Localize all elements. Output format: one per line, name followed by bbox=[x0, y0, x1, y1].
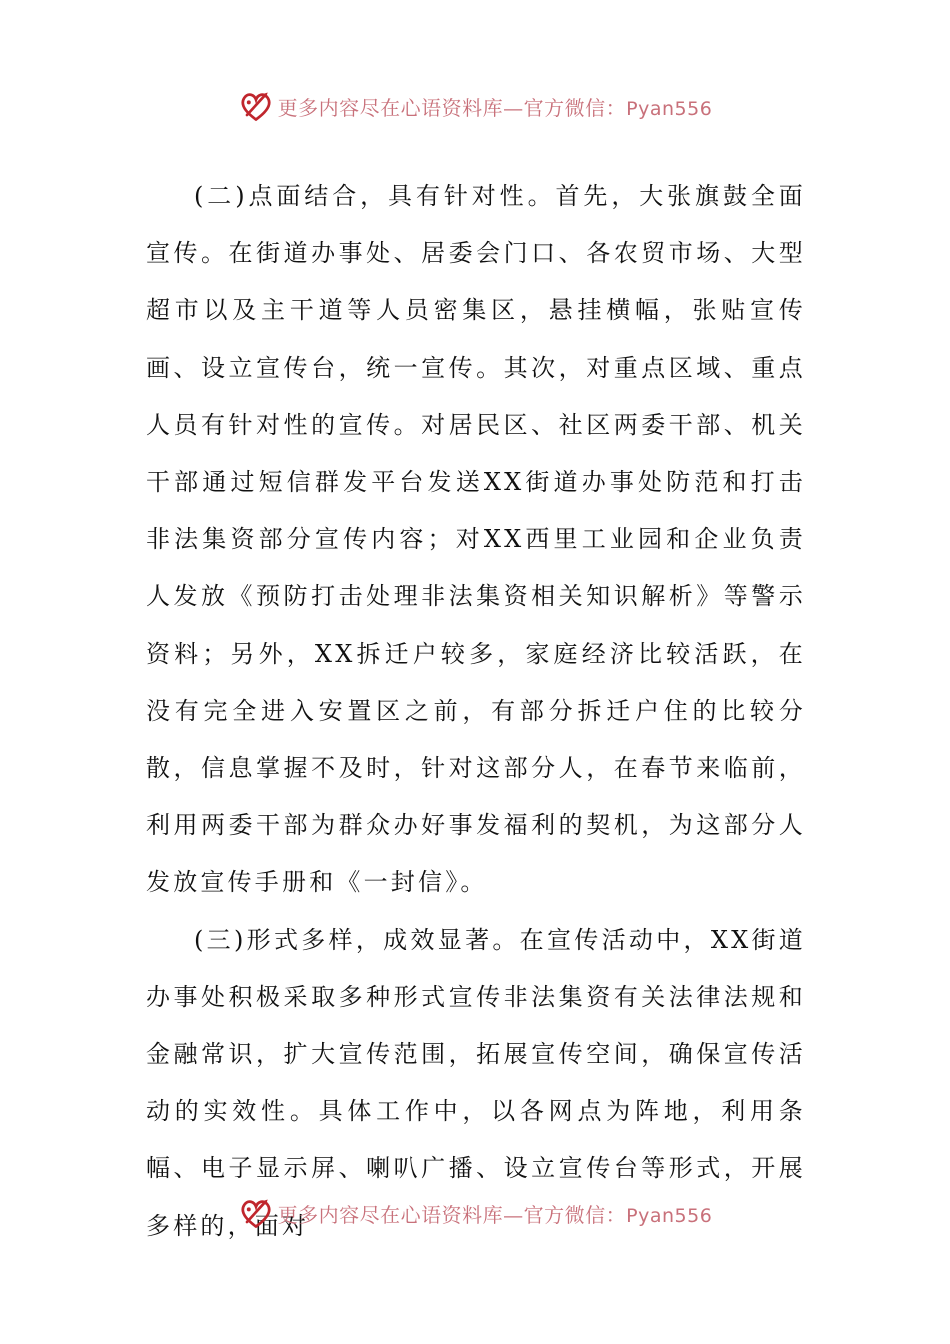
header-banner bbox=[0, 84, 950, 128]
heart-pen-logo-icon bbox=[238, 1195, 274, 1231]
header-wechat-id: Pyan556 bbox=[626, 97, 713, 120]
document-body bbox=[146, 168, 806, 1255]
footer-wechat-id: Pyan556 bbox=[626, 1204, 713, 1227]
header-banner-text: 更多内容尽在心语资料库—官方微信： bbox=[277, 95, 627, 120]
heart-pen-logo-icon bbox=[238, 88, 274, 124]
footer-banner-text: 更多内容尽在心语资料库—官方微信： bbox=[277, 1202, 627, 1227]
paragraph-3: (三)形式多样，成效显著。在宣传活动中，XX街道办事处积极采取多种形式宣传非法集资有关法律法规和金融常识，扩大宣传范围，拓展宣传空间，确保宣传活动的实效性。具体工作中，以各网点为阵地，利用条幅、电子显示屏、喇叭广播、设立宣传台等形式，开展多样的，面对 bbox=[146, 925, 806, 1240]
paragraph-2: (二)点面结合，具有针对性。首先，大张旗鼓全面宣传。在街道办事处、居委会门口、各农贸市场、大型超市以及主干道等人员密集区，悬挂横幅，张贴宣传画、设立宣传台，统一宣传。其次，对重点区域、重点人员有针对性的宣传。对居民区、社区两委干部、机关干部通过短信群发平台发送XX街道办事处防范和打击非法集资部分宣传内容；对XX西里工业园和企业负责人发放《预防打击处理非法集资相关知识解析》等警示资料；另外，XX拆迁户较多，家庭经济比较活跃，在没有完全进入安置区之前，有部分拆迁户住的比较分散，信息掌握不及时，针对这部分人，在春节来临前，利用两委干部为群众办好事发福利的契机，为这部分人发放宣传手册和《一封信》。 bbox=[146, 182, 806, 897]
footer-banner bbox=[0, 1191, 950, 1235]
